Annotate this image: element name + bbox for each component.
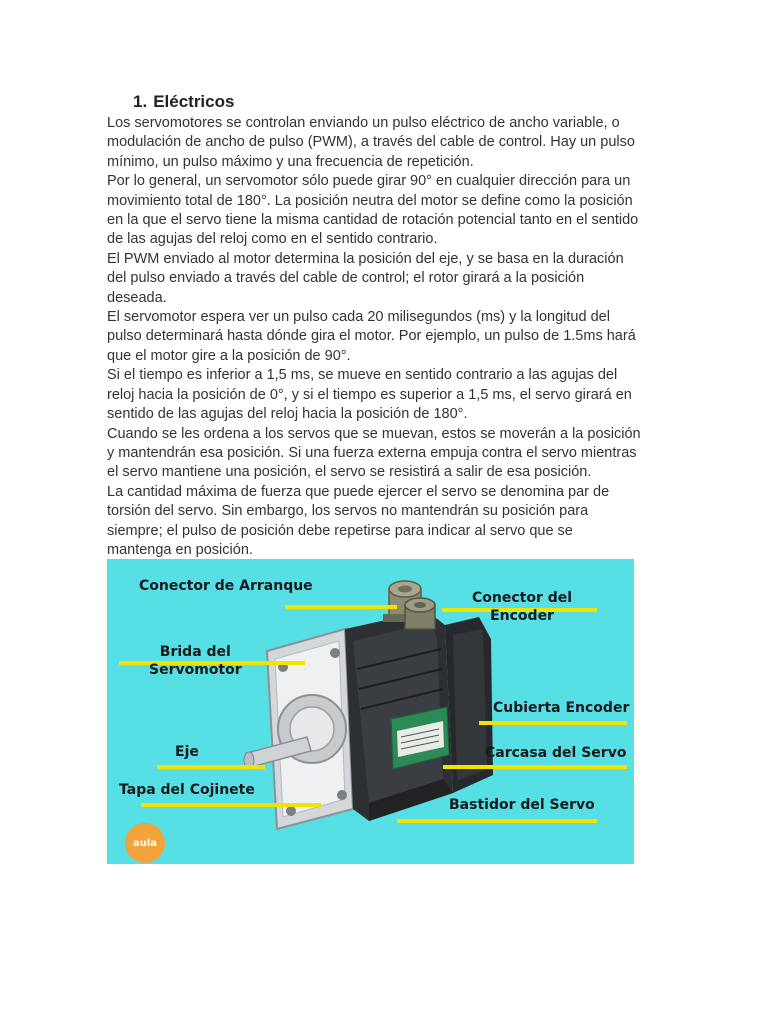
paragraph: Si el tiempo es inferior a 1,5 ms, se mueve en sentido contrario a las agujas del reloj hacia la posición de 0°, y si el tiempo es superior a 1,5 ms, el servo girará en sentido de las agujas del reloj hacia la posición de 180°. (107, 367, 632, 423)
paragraph: Cuando se les ordena a los servos que se muevan, estos se moverán a la posición y mantendrán esa posición. Si una fuerza externa empuja contra el servo mientras el servo mantiene una posición, el servo se resistirá a salir de esa posición. (107, 425, 641, 481)
section-heading (133, 91, 234, 113)
paragraph: El servomotor espera ver un pulso cada 20 milisegundos (ms) y la longitud del pulso determinará hasta dónde gira el motor. Por ejemplo, un pulso de 1.5ms hará que el motor gire a la posición de 90°. (107, 309, 636, 364)
section-title: Eléctricos (153, 92, 235, 111)
paragraph: La cantidad máxima de fuerza que puede ejercer el servo se denomina par de torsión del servo. Sin embargo, los servos no mantendrán su posición para siempre; el pulso de posición debe repetirse para indicar al servo que se mantenga en posición. (107, 483, 610, 558)
label-eje: Eje (175, 744, 199, 760)
label-brida: Brida del Servomotor (149, 644, 242, 678)
aula-logo: aula (125, 823, 165, 863)
section-number: 1. (133, 92, 148, 111)
label-conector-arranque: Conector de Arranque (139, 578, 313, 594)
body-text (107, 114, 667, 560)
label-carcasa: Carcasa del Servo (485, 745, 627, 761)
paragraph: Por lo general, un servomotor sólo puede girar 90° en cualquier dirección para un movimiento total de 180°. La posición neutra del motor se define como la posición en la que el servo tiene la misma cantidad de rotación potencial tanto en el sentido de las agujas del reloj como en el sentido contrario. (107, 173, 639, 248)
label-tapa-cojinete: Tapa del Cojinete (119, 782, 255, 798)
paragraph: El PWM enviado al motor determina la posición del eje, y se basa en la duración del pulso enviado a través del cable de control; el rotor girará a la posición deseada. (107, 250, 624, 306)
paragraph: Los servomotores se controlan enviando un pulso eléctrico de ancho variable, o modulación de ancho de pulso (PWM), a través del cable de control. Hay un pulso mínimo, un pulso máximo y una frecuencia de repetición. (107, 115, 635, 170)
label-conector-encoder: Conector del Encoder (472, 590, 573, 624)
label-bastidor: Bastidor del Servo (449, 797, 595, 813)
servomotor-figure (107, 559, 634, 864)
label-cubierta-encoder: Cubierta Encoder (493, 700, 630, 716)
